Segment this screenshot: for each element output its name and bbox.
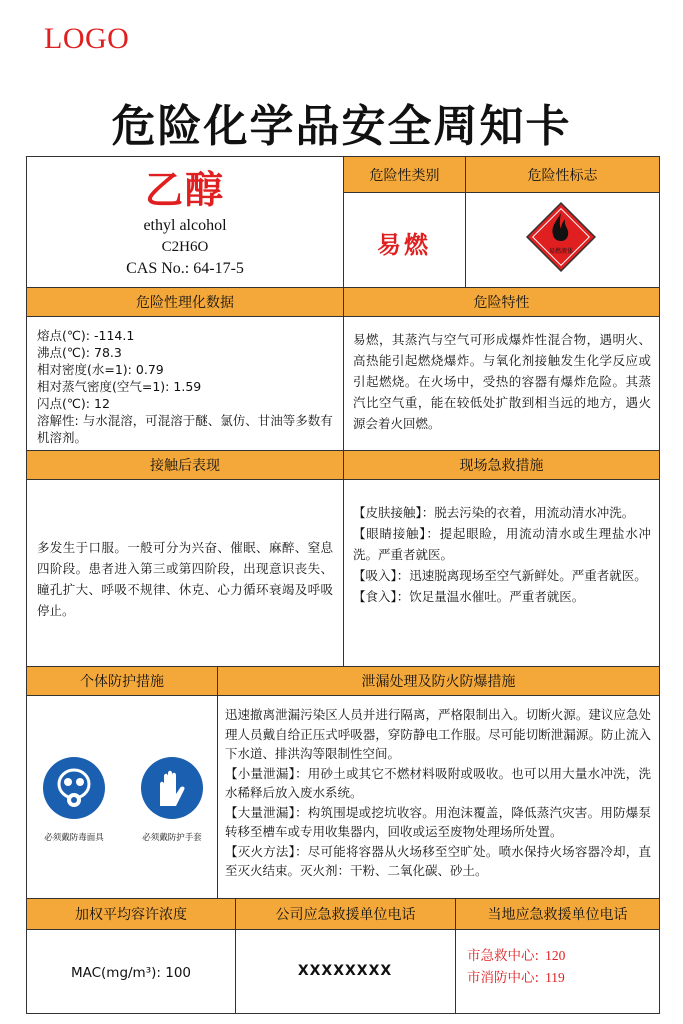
mac-value [27,965,235,981]
hazard-props-header: 危险特性 [343,287,659,317]
gloves-caption: 必须戴防护手套 [142,833,202,843]
flammable-liquid-sign-icon [523,199,599,275]
physchem-row: 相对密度(水=1): 0.79 [37,362,164,377]
local-phone-item: 市消防中心: 119 [467,970,565,986]
hazard-props-text: 易燃，其蒸汽与空气可形成爆炸性混合物，遇明火、高热能引起燃烧爆炸。与氧化剂接触发生化学反应或引起燃烧。在火场中，受热的容器有爆炸危险。其蒸汽比空气重，能在较低处扩散到相当远的地方，遇火源会着火回燃。 [353,332,651,431]
first-aid-item: 【食入】：饮足量温水催吐。严重者就医。 [353,589,585,604]
spill-paragraph: 【小量泄漏】：用砂土或其它不燃材料吸附或吸收。也可以用大量水冲洗，洗水稀释后放入废水系统。 [225,765,651,800]
first-aid-header: 现场急救措施 [343,450,659,480]
chemical-name-cn: 乙醇 [144,168,225,212]
chemical-name-en: ethyl alcohol [143,217,227,234]
gas-mask-icon [43,757,105,819]
first-aid-item: 【吸入】：迅速脱离现场至空气新鲜处。严重者就医。 [353,568,647,583]
protective-gloves-icon [141,757,203,819]
mac-label: MAC(mg/m³): [70,965,161,981]
spill-paragraph: 【灭火方法】：尽可能将容器从火场移至空旷处。喷水保持火场容器冷却，直至灭火结束。灭火剂：干粉、二氧化碳、砂土。 [225,843,651,878]
first-aid-item: 【皮肤接触】：脱去污染的衣着，用流动清水冲洗。 [353,505,635,520]
hazard-class-header: 危险性类别 [343,157,465,193]
mac-number: 100 [165,965,192,981]
ppe-header: 个体防护措施 [27,666,217,696]
first-aid-item: 【眼睛接触】：提起眼睑，用流动清水或生理盐水冲洗。严重者就医。 [353,526,651,562]
exposure-text: 多发生于口服。一般可分为兴奋、催眠、麻醉、窒息四阶段。患者进入第三或第四阶段，出现意识丧失、瞳孔扩大、呼吸不规律、休克、心力循环衰竭及呼吸停止。 [37,540,333,618]
company-phone-value: XXXXXXXX [297,963,393,979]
hazard-class-value: 易燃 [377,231,431,259]
spill-header: 泄漏处理及防火防爆措施 [217,666,659,696]
first-aid-list [353,502,651,607]
physchem-header: 危险性理化数据 [27,287,343,317]
hazard-sign-caption: 易燃液体 [548,248,574,255]
physchem-row: 溶解性: 与水混溶，可混溶于醚、氯仿、甘油等多数有机溶剂。 [37,413,333,445]
physchem-row: 熔点(℃): -114.1 [37,328,135,343]
safety-card [26,156,660,1014]
physchem-row: 闪点(℃): 12 [37,396,110,411]
physchem-row: 沸点(℃): 78.3 [37,345,122,360]
hazard-sign-header: 危险性标志 [465,157,659,193]
physchem-row: 相对蒸气密度(空气=1): 1.59 [37,379,202,394]
chemical-formula: C2H6O [161,239,209,255]
local-phone-list [467,945,565,989]
company-phone-header: 公司应急救援单位电话 [235,898,455,930]
local-phone-item: 市急救中心: 120 [467,948,566,964]
exposure-header: 接触后表现 [27,450,343,480]
mac-header: 加权平均容许浓度 [27,898,235,930]
spill-paragraph: 【大量泄漏】：构筑围堤或挖坑收容。用泡沫覆盖，降低蒸汽灾害。用防爆泵转移至槽车或专用收集器内，回收或运至废物处理场所处置。 [225,804,651,839]
page-title: 危险化学品安全周知卡 [111,101,572,152]
cas-number [27,260,343,278]
local-phone-header: 当地应急救援单位电话 [455,898,659,930]
physchem-list [37,327,337,446]
cas-label: CAS No.: [126,260,190,277]
spill-paragraph: 迅速撤离泄漏污染区人员并进行隔离，严格限制出入。切断火源。建议应急处理人员戴自给正压式呼吸器，穿防静电工作服。尽可能切断泄漏源。防止流入下水道、排洪沟等限制性空间。 [225,707,651,761]
gas-mask-caption: 必须戴防毒面具 [44,833,104,843]
logo: LOGO [44,22,130,55]
spill-text [225,705,651,881]
cas-value: 64-17-5 [193,260,244,277]
